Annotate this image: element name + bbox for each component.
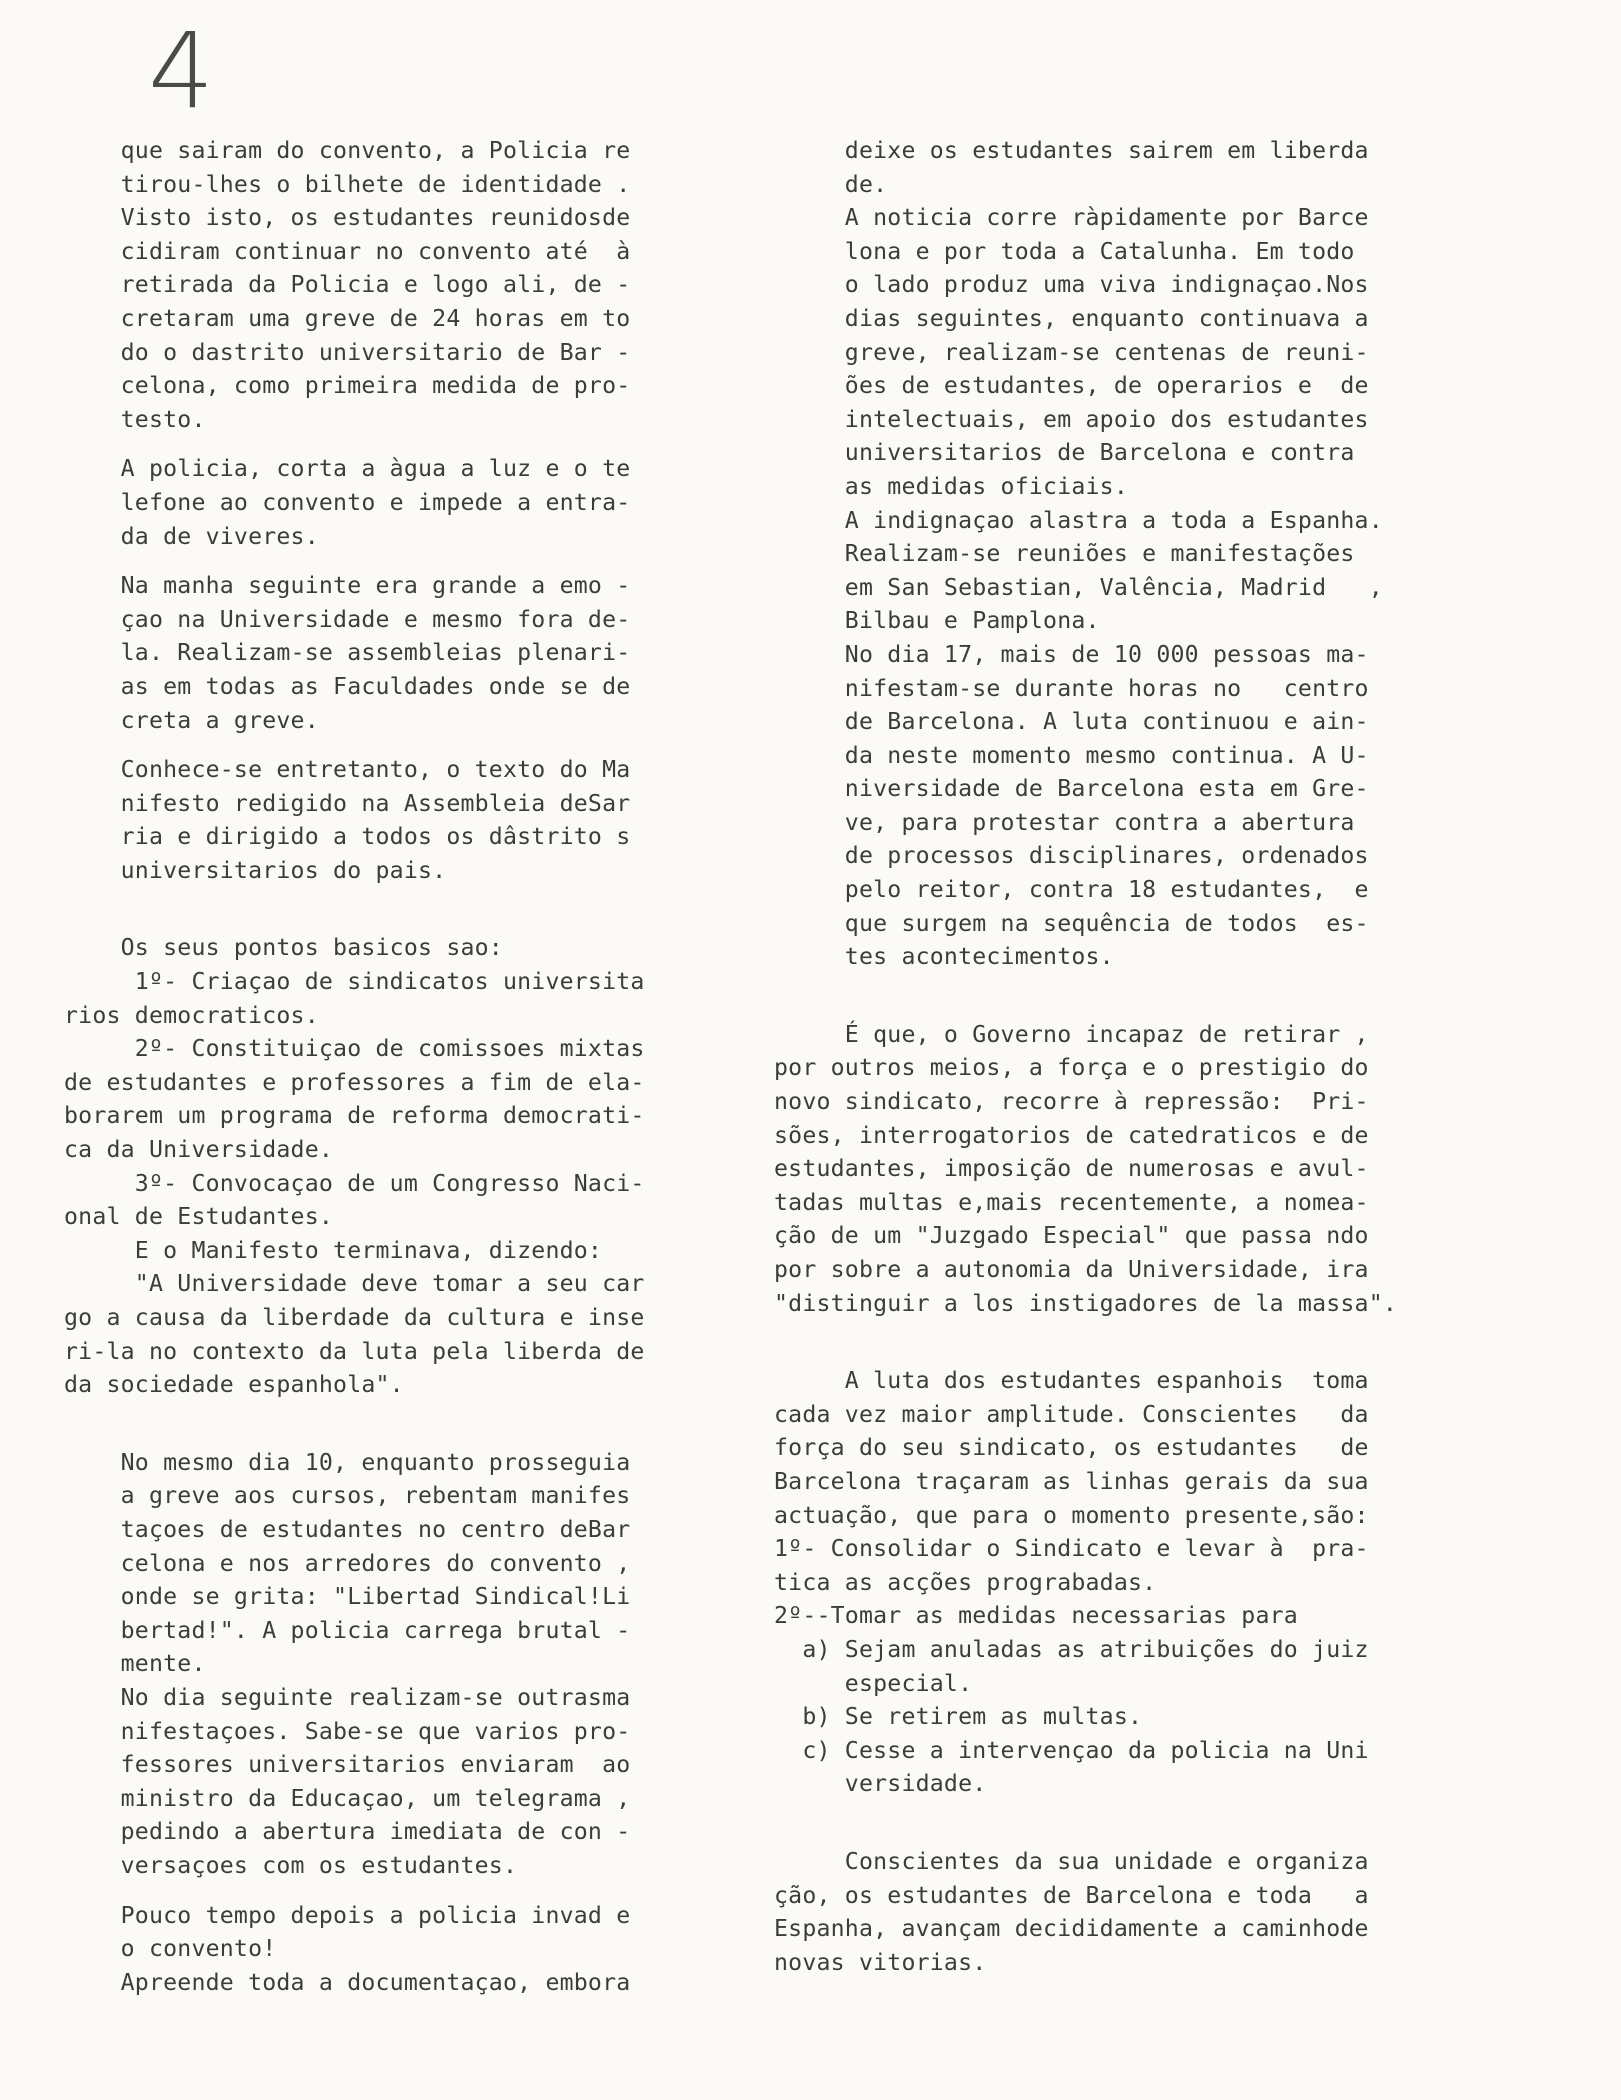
text-line: Os seus pontos basicos sao: [64,934,503,962]
section-gap [774,974,1474,1018]
text-line: universitarios do pais. [64,856,447,884]
text-line: pelo reitor, contra 18 estudantes, e [774,876,1369,904]
text-line: força do seu sindicato, os estudantes de [774,1434,1369,1462]
text-line: É que, o Governo incapaz de retirar , [774,1020,1369,1048]
text-line: No dia 17, mais de 10 000 pessoas ma- [774,640,1369,668]
text-line: tirou-lhes o bilhete de identidade . [64,170,631,198]
text-line: testo. [64,405,206,433]
text-line: da sociedade espanhola". [64,1371,404,1399]
text-line: celona e nos arredores do convento , [64,1549,631,1577]
text-line: go a causa da liberdade da cultura e inse [64,1304,645,1331]
section-gap [64,1402,744,1446]
text-line: Na manha seguinte era grande a emo - [64,572,631,600]
text-line: 1º- Consolidar o Sindicato e levar à pra- [774,1535,1369,1563]
text-line: 3º- Convocaçao de um Congresso Naci- [64,1169,645,1197]
text-line: ões de estudantes, de operarios e de [774,372,1369,400]
text-line: actuação, que para o momento presente,são: [774,1501,1369,1529]
text-line: sões, interrogatorios de catedraticos e de [774,1121,1369,1149]
text-line: bertad!". A policia carrega brutal - [64,1616,631,1644]
text-line: 1º- Criaçao de sindicatos universita [64,968,645,996]
text-line: "A Universidade deve tomar a seu car [64,1270,645,1298]
text-line: Pouco tempo depois a policia invad e [64,1901,631,1929]
text-line: Barcelona traçaram as linhas gerais da sua [774,1467,1369,1495]
text-line: por sobre a autonomia da Universidade, ira [774,1256,1369,1283]
paragraph-gap [64,436,744,452]
text-line: rios democraticos. [64,1001,319,1029]
text-line: ria e dirigido a todos os dâstrito s [64,823,631,851]
text-line: creta a greve. [64,706,319,734]
section-gap [774,1801,1474,1845]
text-line: taçoes de estudantes no centro deBar [64,1515,631,1543]
left-column [64,134,744,1999]
text-line: mente. [64,1650,206,1678]
paragraph-gap [64,737,744,753]
text-line: ção, os estudantes de Barcelona e toda a [774,1881,1369,1909]
text-line: a greve aos cursos, rebentam manifes [64,1482,631,1510]
text-line: niversidade de Barcelona esta em Gre- [774,775,1369,803]
text-line: em San Sebastian, Valência, Madrid , [774,573,1383,601]
text-line: Bilbau e Pamplona. [774,607,1100,635]
text-line: b) Se retirem as multas. [774,1703,1143,1731]
section-gap [64,887,744,931]
text-line: ministro da Educaçao, um telegrama , [64,1784,631,1812]
text-line: lona e por toda a Catalunha. Em todo [774,237,1355,265]
text-line: Visto isto, os estudantes reunidosde [64,204,631,232]
text-line: Realizam-se reuniões e manifestações [774,540,1355,568]
text-line: que surgem na sequência de todos es- [774,909,1369,937]
text-line: Conhece-se entretanto, o texto do Ma [64,756,631,784]
text-line: A indignaçao alastra a toda a Espanha. [774,506,1383,534]
paragraph-gap [64,553,744,569]
text-line: c) Cesse a intervençao da policia na Uni [774,1736,1369,1764]
text-line: 2º- Constituiçao de comissoes mixtas [64,1035,645,1063]
text-line: versidade. [774,1770,987,1798]
text-line: 2º--Tomar as medidas necessarias para [774,1602,1298,1630]
text-line: Espanha, avançam decididamente a caminhode [774,1915,1369,1943]
text-line: borarem um programa de reforma democrati- [64,1102,645,1130]
text-line: que sairam do convento, a Policia re [64,137,631,164]
text-line: E o Manifesto terminava, dizendo: [64,1236,603,1264]
text-line: A policia, corta a àgua a luz e o te [64,455,631,483]
text-line: de. [774,170,888,198]
text-line: nifestaçoes. Sabe-se que varios pro- [64,1717,631,1745]
text-line: dias seguintes, enquanto continuava a [774,304,1369,332]
text-line: por outros meios, a força e o prestigio do [774,1054,1369,1082]
text-line: retirada da Policia e logo ali, de - [64,271,631,299]
text-line: cada vez maior amplitude. Conscientes da [774,1400,1369,1428]
text-line: çao na Universidade e mesmo fora de- [64,605,631,633]
text-line: intelectuais, em apoio dos estudantes [774,405,1369,433]
text-line: universitarios de Barcelona e contra [774,439,1355,467]
text-line: la. Realizam-se assembleias plenari- [64,639,631,667]
text-line: Apreende toda a documentaçao, embora [64,1968,631,1996]
text-line: as medidas oficiais. [774,472,1129,500]
text-line: greve, realizam-se centenas de reuni- [774,338,1369,366]
text-line: novo sindicato, recorre à repressão: Pri- [774,1088,1369,1116]
text-line: nifesto redigido na Assembleia deSar [64,789,631,817]
text-line: as em todas as Faculdades onde se de [64,672,631,700]
text-line: novas vitorias. [774,1948,987,1976]
right-column [774,134,1474,1979]
text-line: deixe os estudantes sairem em liberda [774,137,1369,164]
text-line: celona, como primeira medida de pro- [64,372,631,400]
text-line: ri-la no contexto da luta pela liberda de [64,1337,645,1365]
text-line: No mesmo dia 10, enquanto prosseguia [64,1448,631,1476]
text-line: ca da Universidade. [64,1136,334,1164]
text-line: A luta dos estudantes espanhois toma [774,1367,1369,1395]
text-line: ve, para protestar contra a abertura [774,808,1355,836]
page-number: 4 [148,10,215,132]
text-line: nifestam-se durante horas no centro [774,674,1369,702]
text-line: o convento! [64,1935,277,1963]
text-line: Conscientes da sua unidade e organiza [774,1847,1369,1875]
text-line: fessores universitarios enviaram ao [64,1751,631,1779]
text-line: cidiram continuar no convento até à [64,237,631,265]
text-line: tadas multas e,mais recentemente, a nomea- [774,1188,1369,1216]
text-line: a) Sejam anuladas as atribuições do juiz [774,1635,1369,1663]
text-line: lefone ao convento e impede a entra- [64,488,631,516]
text-line: versaçoes com os estudantes. [64,1851,518,1879]
paragraph-gap [64,1883,744,1899]
text-line: especial. [774,1669,973,1697]
text-line: "distinguir a los instigadores de la massa". [774,1289,1398,1317]
section-gap [774,1320,1474,1364]
text-line: onal de Estudantes. [64,1203,334,1231]
text-line: ção de um "Juzgado Especial" que passa ndo [774,1222,1369,1250]
text-line: tica as acções prograbadas. [774,1568,1157,1596]
text-line: de Barcelona. A luta continuou e ain- [774,708,1369,736]
text-line: o lado produz uma viva indignaçao.Nos [774,271,1369,299]
text-line: de processos disciplinares, ordenados [774,842,1369,870]
text-line: A noticia corre ràpidamente por Barce [774,204,1369,232]
text-line: de estudantes e professores a fim de ela- [64,1068,645,1096]
text-line: da de viveres. [64,522,319,550]
text-line: tes acontecimentos. [774,943,1114,971]
text-line: estudantes, imposição de numerosas e avul- [774,1155,1369,1183]
text-line: No dia seguinte realizam-se outrasma [64,1683,631,1711]
text-line: da neste momento mesmo continua. A U- [774,741,1369,769]
text-line: pedindo a abertura imediata de con - [64,1818,631,1846]
text-line: cretaram uma greve de 24 horas em to [64,304,631,332]
text-line: onde se grita: "Libertad Sindical!Li [64,1583,631,1611]
text-line: do o dastrito universitario de Bar - [64,338,631,366]
